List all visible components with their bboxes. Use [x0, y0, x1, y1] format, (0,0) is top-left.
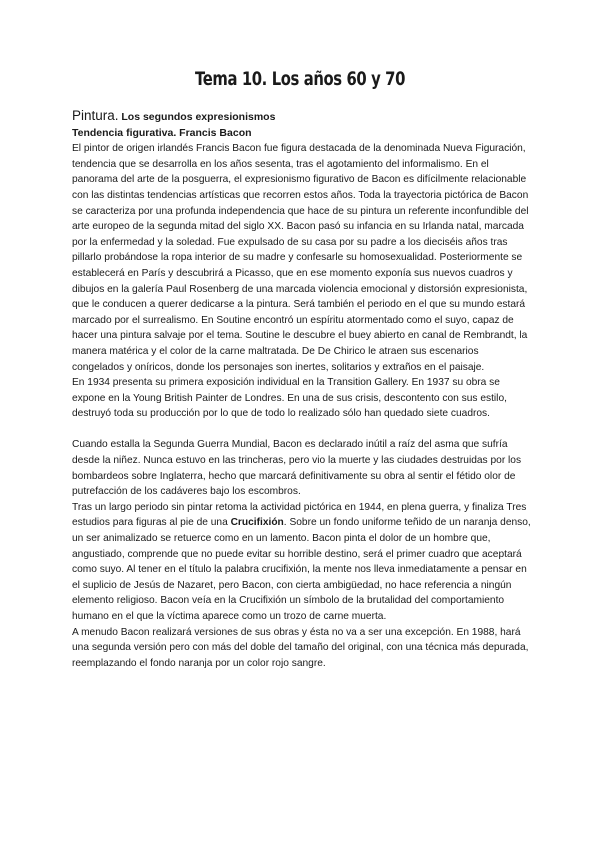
paragraph-5: A menudo Bacon realizará versiones de sus obras y ésta no va a ser una excepción. En 1988, hará una segunda versión pero con más del doble del tamaño del original, con una técnica más depurada, reemplazando el fondo naranja por un color rojo sangre.	[72, 626, 529, 669]
paragraph-1: El pintor de origen irlandés Francis Bacon fue figura destacada de la denominada Nueva Figuración, tendencia que se desarrolla en los años sesenta, tras el agotamiento del informalismo. En el panorama del arte de la posguerra, el expresionismo figurativo de Bacon es difícilmente relacionable con las distintas tendencias artísticas que recorren estos años. Toda la trayectoria pictórica de Bacon se caracteriza por una profunda independencia que hace de su pintura un referente inconfundible del arte europeo de la segunda mitad del siglo XX. Bacon pasó su infancia en su Irlanda natal, marcada por la enfermedad y la soledad. Fue expulsado de su casa por su padre a los dieciséis años tras pillarlo probándose la ropa interior de su madre y confesarle su homosexualidad. Posteriormente se establecerá en París y descubrirá a Picasso, que en ese momento exponía sus nuevos cuadros y dibujos en la galería Paul Rosenberg de una marcada violencia emocional y distorsión expresionista, que le conducen a querer dedicarse a la pintura. Será también el periodo en el que su mundo estará marcado por el surrealismo. En Soutine encontró un espíritu atormentado como el suyo, capaz de hacer una pintura salvaje por el tema. Soutine le descubre el buey abierto en canal de Rembrandt, la manera matérica y el color de la carne maltratada. De De Chirico le atraen sus escenarios congelados y oníricos, donde los personajes son inertes, solitarios y extraños en el paisaje.	[72, 143, 529, 373]
subheading: Tendencia figurativa. Francis Bacon	[72, 126, 252, 139]
paragraph-4-start: Tras un largo periodo sin pintar retoma la actividad pictórica en 1944, en plena guerra, y finaliza Tres estudios para figuras al pie de una	[72, 501, 527, 529]
paragraph-4	[72, 500, 532, 625]
paragraph-2: En 1934 presenta su primera exposición individual en la Transition Gallery. En 1937 su obra se expone en la Young British Painter de Londres. En una de sus crisis, descontento con sus estilo, destruyó toda su producción por lo que de todo lo realizado sólo han quedado siete cuadros.	[72, 377, 507, 420]
paragraph-4-end: . Sobre un fondo uniforme teñido de un naranja denso, un ser animalizado se retuerce como en un lamento. Bacon pinta el dolor de un hombre que, angustiado, comprende que no puede evitar su horrible destino, será el primer cuadro que aceptará como suyo. Al tener en el título la palabra crucifixión, la mente nos lleva inmediatamente a pensar en el suplicio de Jesús de Nazaret, pero Bacon, con cierta ambigüedad, no hace referencia a ningún elemento religioso. Bacon veía en la Crucifixión un símbolo de la brutalidad del comportamiento humano en el que la víctima aparece como un trozo de carne muerta.	[72, 517, 531, 622]
document-title: Tema 10. Los años 60 y 70	[194, 68, 405, 90]
paragraph-4-bold: Crucifixión	[230, 517, 284, 529]
paragraph-gap	[72, 422, 532, 438]
document-body	[72, 108, 532, 671]
section-heading-subtitle: Los segundos expresionismos	[121, 111, 276, 123]
section-heading-main: Pintura.	[72, 108, 119, 123]
paragraph-3: Cuando estalla la Segunda Guerra Mundial, Bacon es declarado inútil a raíz del asma que sufría desde la niñez. Nunca estuvo en las trincheras, pero vio la muerte y las ciudades destruidas por los bombardeos sobre Inglaterra, hecho que marcará definitivamente su obra al sentir el fétido olor de putrefacción de los cadáveres bajo los escombros.	[72, 439, 522, 498]
section-heading	[72, 108, 532, 126]
